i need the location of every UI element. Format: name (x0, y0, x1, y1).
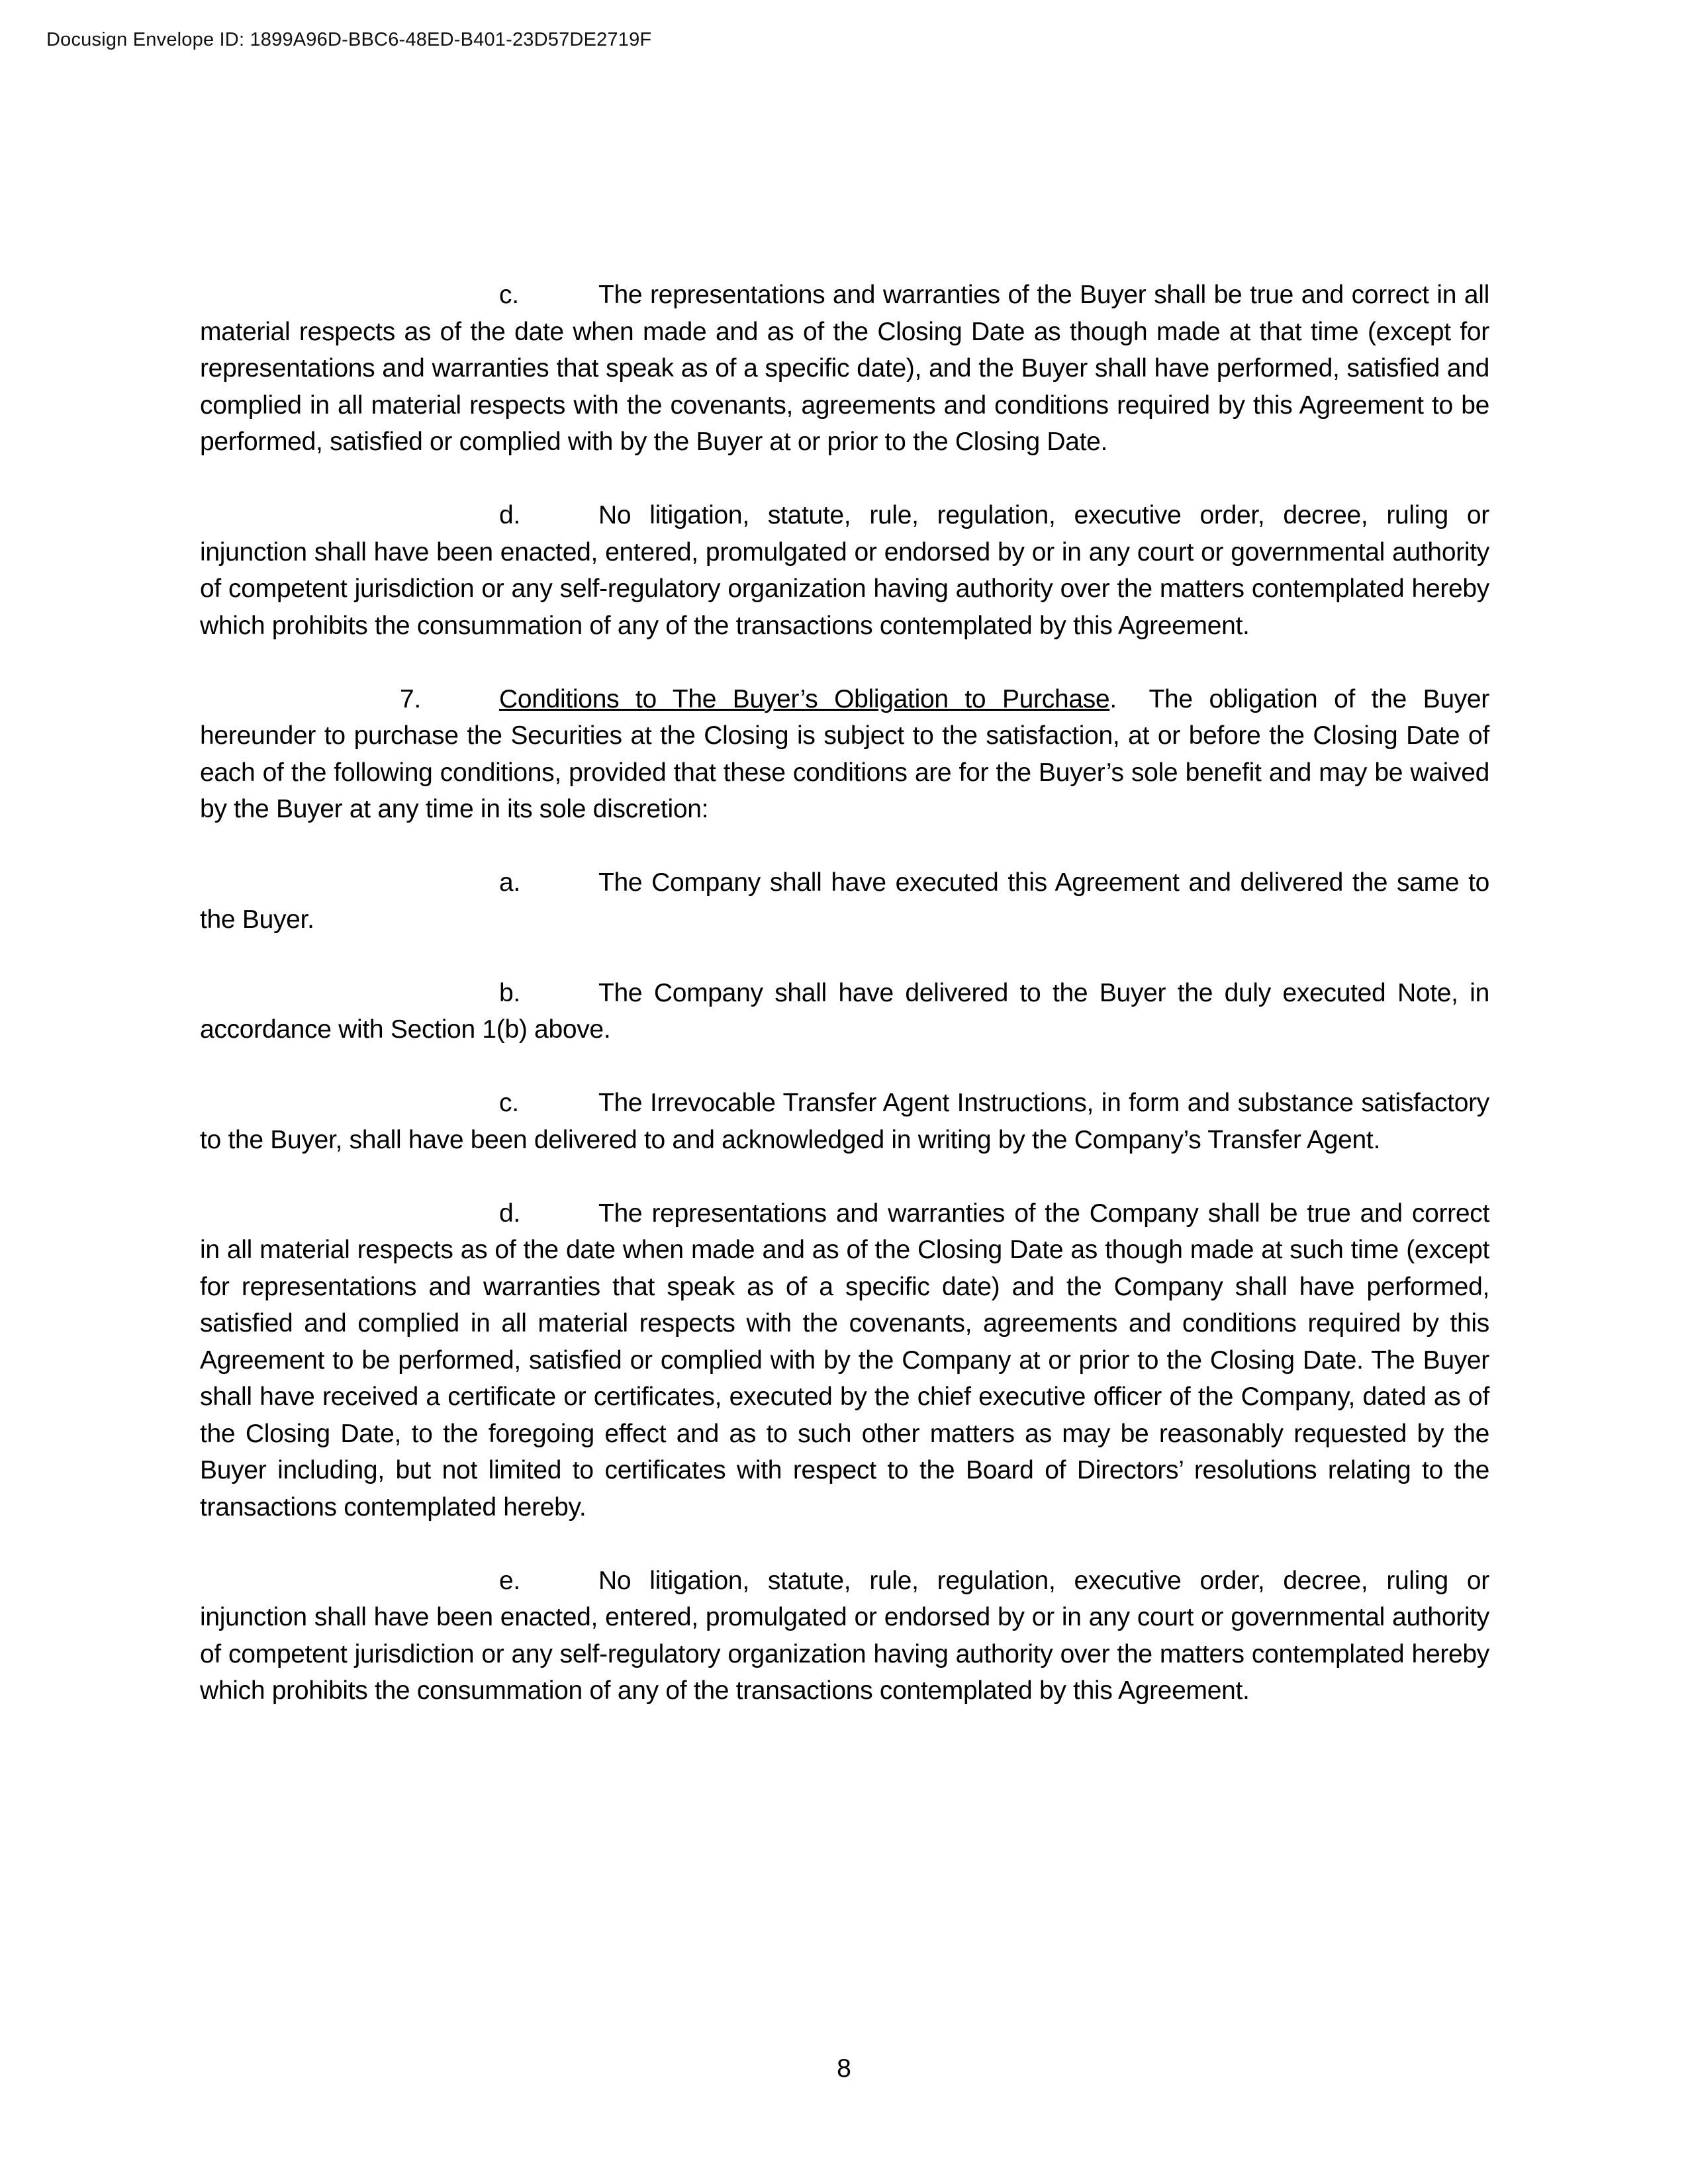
paragraph-d (200, 497, 1489, 644)
section-heading: Conditions to The Buyer’s Obligation to Purchase (499, 684, 1110, 713)
condition-a (200, 864, 1489, 938)
paragraph-text: The representations and warranties of the Company shall be true and correct in all material respects as of the date when made and as of the Closing Date as though made at such time (except for representations and warranties that speak as of a specific date) and the Company shall have performed, satisfied and complied in all material respects with the covenants, agreements and conditions required by this Agreement to be performed, satisfied or complied with by the Company at or prior to the Closing Date. The Buyer shall have received a certificate or certificates, executed by the chief executive officer of the Company, dated as of the Closing Date, to the foregoing effect and as to such other matters as may be reasonably requested by the Buyer including, but not limited to certificates with respect to the Board of Directors’ resolutions relating to the transactions contemplated hereby. (200, 1199, 1489, 1522)
paragraph-label: e. (499, 1566, 520, 1595)
paragraph-text: The Company shall have delivered to the Buyer the duly executed Note, in accordance with Section 1(b) above. (200, 978, 1489, 1044)
paragraph-c (200, 277, 1489, 461)
envelope-id: Docusign Envelope ID: 1899A96D-BBC6-48ED-B401-23D57DE2719F (46, 29, 652, 50)
condition-b (200, 975, 1489, 1048)
paragraph-label: c. (499, 281, 519, 309)
paragraph-label: d. (499, 1199, 520, 1228)
paragraph-text: The Company shall have executed this Agreement and delivered the same to the Buyer. (200, 868, 1489, 934)
paragraph-text: No litigation, statute, rule, regulation, executive order, decree, ruling or injunction shall have been enacted, entered, promulgated or endorsed by or in any court or governmental authority of competent jurisdiction or any self-regulatory organization having authority over the matters contemplated hereby which prohibits the consummation of any of the transactions contemplated by this Agreement. (200, 501, 1489, 640)
condition-c (200, 1085, 1489, 1158)
paragraph-label: b. (499, 978, 520, 1007)
page-number: 8 (837, 2054, 851, 2083)
paragraph-label: d. (499, 501, 520, 529)
document-body (200, 277, 1489, 1746)
condition-d (200, 1195, 1489, 1526)
paragraph-label: a. (499, 868, 520, 897)
condition-e (200, 1563, 1489, 1709)
paragraph-text: No litigation, statute, rule, regulation, executive order, decree, ruling or injunction shall have been enacted, entered, promulgated or endorsed by or in any court or governmental authority of competent jurisdiction or any self-regulatory organization having authority over the matters contemplated hereby which prohibits the consummation of any of the transactions contemplated by this Agreement. (200, 1566, 1489, 1705)
paragraph-label: c. (499, 1089, 519, 1117)
paragraph-text: The representations and warranties of the Buyer shall be true and correct in all material respects as of the date when made and as of the Closing Date as though made at that time (except for representations and warranties that speak as of a specific date), and the Buyer shall have performed, satisfied and complied in all material respects with the covenants, agreements and conditions required by this Agreement to be performed, satisfied or complied with by the Buyer at or prior to the Closing Date. (200, 281, 1489, 456)
section-text: The obligation of the Buyer hereunder to purchase the Securities at the Closing is subject to the satisfaction, at or before the Closing Date of each of the following conditions, provided that these conditions are for the Buyer’s sole benefit and may be waived by the Buyer at any time in its sole discretion: (200, 684, 1489, 823)
paragraph-text: The Irrevocable Transfer Agent Instructions, in form and substance satisfactory to the Buyer, shall have been delivered to and acknowledged in writing by the Company’s Transfer Agent. (200, 1089, 1489, 1154)
section-7 (200, 681, 1489, 828)
section-number: 7. (400, 684, 421, 713)
section-heading-end: . (1109, 684, 1117, 713)
